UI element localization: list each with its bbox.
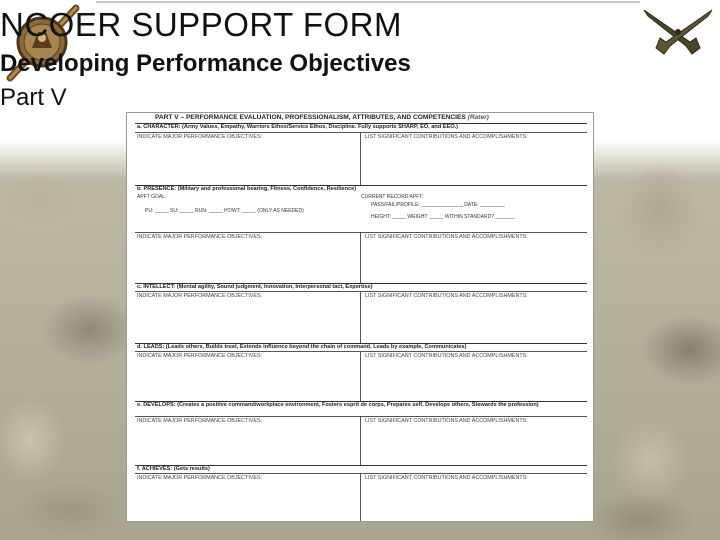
- accomplishments-column: LIST SIGNIFICANT CONTRIBUTIONS AND ACCOMPLISHMENTS:: [365, 475, 528, 481]
- form-header-text: PART V – PERFORMANCE EVALUATION, PROFESSIONALISM, ATTRIBUTES, AND COMPETENCIES: [155, 114, 466, 121]
- accomplishments-column: LIST SIGNIFICANT CONTRIBUTIONS AND ACCOMPLISHMENTS:: [365, 353, 528, 359]
- slide-subtitle-part: Part V: [0, 84, 67, 111]
- objectives-column: INDICATE MAJOR PERFORMANCE OBJECTIVES:: [135, 233, 361, 284]
- objectives-column: INDICATE MAJOR PERFORMANCE OBJECTIVES:: [135, 133, 361, 186]
- slide-title: NCOER SUPPORT FORM: [0, 6, 402, 43]
- section-title: b. PRESENCE: (Military and professional bearing, Fitness, Confidence, Resilience): [137, 186, 357, 192]
- section-body: [135, 351, 587, 402]
- section-title: f. ACHIEVES: (Gets results): [137, 466, 210, 472]
- ncoer-part-v-form: [126, 112, 594, 522]
- height-weight-line: HEIGHT: _____ WEIGHT: _____ WITHIN STANDARD? _______: [371, 214, 515, 220]
- section-develops: [135, 401, 587, 465]
- apft-goal-label: APFT GOAL:: [137, 194, 167, 200]
- accomplishments-column: LIST SIGNIFICANT CONTRIBUTIONS AND ACCOMPLISHMENTS:: [365, 234, 528, 240]
- section-character: [135, 123, 587, 185]
- objectives-column: INDICATE MAJOR PERFORMANCE OBJECTIVES:: [135, 417, 361, 466]
- current-apft-label: CURRENT RECORD APFT:: [361, 194, 424, 200]
- objectives-column: INDICATE MAJOR PERFORMANCE OBJECTIVES:: [135, 352, 361, 402]
- accomplishments-column: LIST SIGNIFICANT CONTRIBUTIONS AND ACCOMPLISHMENTS:: [365, 418, 528, 424]
- section-presence: [135, 185, 587, 283]
- objectives-column: INDICATE MAJOR PERFORMANCE OBJECTIVES:: [135, 292, 361, 344]
- form-header: [127, 113, 593, 123]
- section-body: [135, 473, 587, 522]
- section-body: [135, 291, 587, 344]
- section-title: c. INTELLECT: (Mental agility, Sound judgment, Innovation, Interpersonal tact, Expertise): [137, 284, 373, 290]
- slide-subtitle: Developing Performance Objectives: [0, 50, 411, 77]
- section-body: [135, 232, 587, 284]
- section-intellect: [135, 283, 587, 343]
- accomplishments-column: LIST SIGNIFICANT CONTRIBUTIONS AND ACCOMPLISHMENTS:: [365, 134, 528, 140]
- form-header-rater: (Rater): [467, 114, 489, 121]
- section-title: a. CHARACTER: (Army Values, Empathy, Warriors Ethos/Service Ethos, Discipline. Fully supports SHARP, EO, and EEO.): [137, 124, 458, 130]
- section-body: [135, 416, 587, 466]
- section-title: e. DEVELOPS: (Creates a positive command/workplace environment, Fosters esprit de corps, Prepares self, Develops others, Stewards the profession): [137, 402, 539, 408]
- section-leads: [135, 343, 587, 401]
- top-rule: [96, 1, 640, 3]
- section-body: [135, 132, 587, 186]
- section-achieves: [135, 465, 587, 522]
- pu-su-run-line: PU: _____ SU: _____ RUN: _____ HT/WT: _____ (ONLY AS NEEDED): [145, 208, 304, 214]
- section-title: d. LEADS: (Leads others, Builds trust, Extends influence beyond the chain of command, Leads by example, Communicates): [137, 344, 467, 350]
- objectives-column: INDICATE MAJOR PERFORMANCE OBJECTIVES:: [135, 474, 361, 522]
- pass-fail-line: PASS/FAIL/PROFILE: _______________ DATE: _________: [371, 202, 506, 208]
- accomplishments-column: LIST SIGNIFICANT CONTRIBUTIONS AND ACCOMPLISHMENTS:: [365, 293, 528, 299]
